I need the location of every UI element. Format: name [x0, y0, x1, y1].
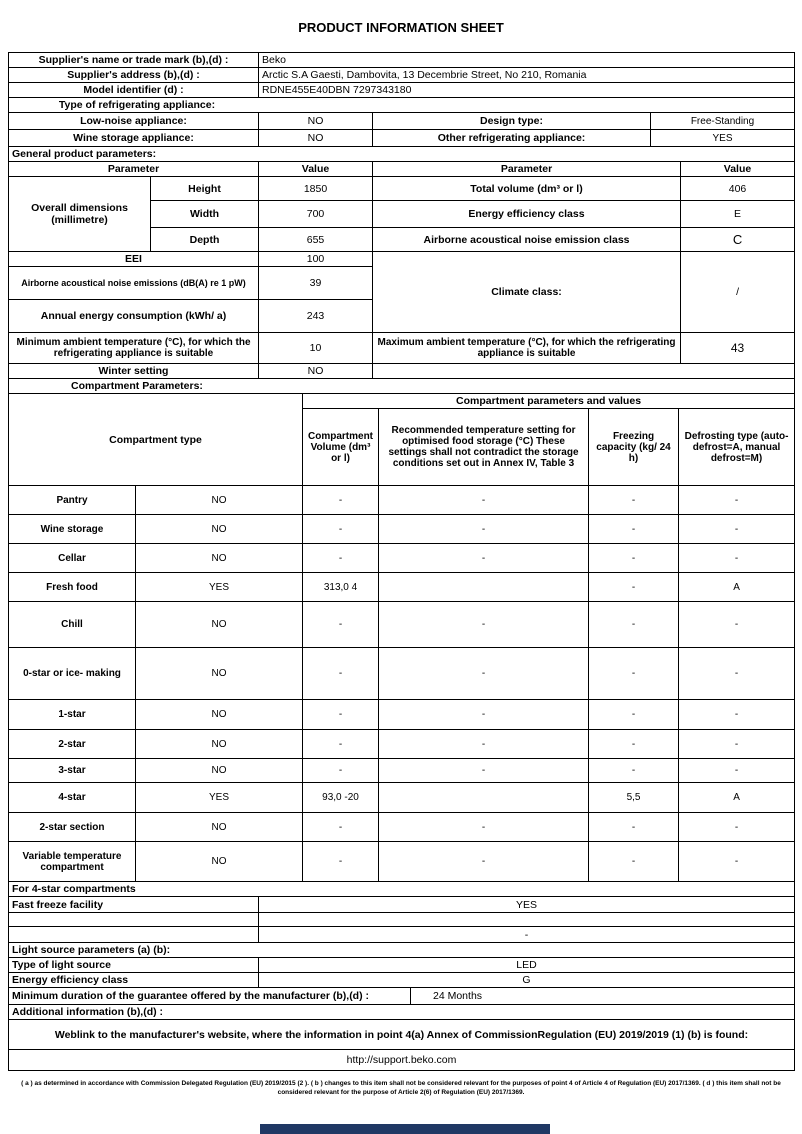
compartment-temp-cell: -	[379, 730, 589, 759]
overall-dimensions-label: Overall dimensions (millimetre)	[9, 177, 151, 252]
parameter-column-header-right: Parameter	[373, 162, 681, 177]
total-volume-value: 406	[681, 177, 795, 201]
compartment-row	[9, 783, 795, 813]
max-ambient-temp-value: 43	[681, 333, 795, 364]
compartment-volume-cell: -	[303, 842, 379, 882]
compartment-defrost-cell: -	[679, 842, 795, 882]
defrosting-type-column-header: Defrosting type (auto-defrost=A, manual defrost=M)	[679, 409, 795, 486]
compartment-type-cell: 1-star	[9, 700, 136, 730]
energy-efficiency-class-label: Energy efficiency class	[373, 201, 681, 228]
other-refrigerating-value: YES	[651, 130, 795, 147]
dash-cell: -	[259, 927, 795, 943]
fast-freeze-label: Fast freeze facility	[9, 897, 259, 913]
compartment-row	[9, 700, 795, 730]
fast-freeze-value: YES	[259, 897, 795, 913]
compartment-freezing-cell: -	[589, 759, 679, 783]
compartment-defrost-cell: -	[679, 602, 795, 648]
compartment-temp-cell: -	[379, 842, 589, 882]
compartment-temp-cell: -	[379, 486, 589, 515]
model-identifier-label: Model identifier (d) :	[9, 83, 259, 98]
max-ambient-temp-label: Maximum ambient temperature (°C), for which the refrigerating appliance is suitable	[373, 333, 681, 364]
compartment-row	[9, 486, 795, 515]
compartment-type-cell: Cellar	[9, 544, 136, 573]
weblink-text: Weblink to the manufacturer's website, where the information in point 4(a) Annex of CommissionRegulation (EU) 2019/2019 (1) (b) is found:	[9, 1020, 795, 1050]
compartment-defrost-cell: -	[679, 648, 795, 700]
compartment-temp-cell	[379, 783, 589, 813]
compartment-defrost-cell: -	[679, 759, 795, 783]
compartment-defrost-cell: -	[679, 515, 795, 544]
compartment-freezing-cell: -	[589, 602, 679, 648]
design-type-value: Free-Standing	[651, 113, 795, 130]
supplier-name-label: Supplier's name or trade mark (b),(d) :	[9, 53, 259, 68]
compartment-type-cell: Fresh food	[9, 573, 136, 602]
compartment-defrost-cell: -	[679, 544, 795, 573]
compartment-type-column-header: Compartment type	[9, 394, 303, 486]
weblink-url: http://support.beko.com	[9, 1050, 795, 1071]
empty-cell	[9, 913, 259, 927]
compartment-defrost-cell: -	[679, 813, 795, 842]
compartment-volume-cell: -	[303, 700, 379, 730]
compartment-temp-cell: -	[379, 648, 589, 700]
additional-information-label: Additional information (b),(d) :	[9, 1005, 795, 1020]
compartment-values-banner: Compartment parameters and values	[303, 394, 795, 409]
footer-bar	[260, 1124, 550, 1134]
compartment-present-cell: NO	[136, 515, 303, 544]
compartment-type-cell: Pantry	[9, 486, 136, 515]
light-source-section-header: Light source parameters (a) (b):	[9, 943, 795, 958]
compartment-defrost-cell: -	[679, 730, 795, 759]
compartment-row	[9, 813, 795, 842]
width-value: 700	[259, 201, 373, 228]
compartment-row	[9, 648, 795, 700]
supplier-address-value: Arctic S.A Gaesti, Dambovita, 13 Decembrie Street, No 210, Romania	[259, 68, 795, 83]
noise-emissions-label: Airborne acoustical noise emissions (dB(A) re 1 pW)	[9, 267, 259, 300]
compartment-volume-cell: -	[303, 813, 379, 842]
compartment-defrost-cell: -	[679, 700, 795, 730]
supplier-type-table	[8, 52, 795, 147]
climate-class-value: /	[681, 252, 795, 333]
compartment-type-cell: 2-star section	[9, 813, 136, 842]
noise-emission-class-value: C	[681, 228, 795, 252]
compartment-temp-cell: -	[379, 700, 589, 730]
compartment-present-cell: NO	[136, 842, 303, 882]
compartment-temp-cell: -	[379, 602, 589, 648]
winter-setting-value: NO	[259, 364, 373, 379]
compartment-volume-cell: 313,0 4	[303, 573, 379, 602]
compartment-freezing-cell: -	[589, 486, 679, 515]
appliance-type-header-row	[9, 98, 795, 113]
compartment-defrost-cell: A	[679, 573, 795, 602]
compartment-row	[9, 602, 795, 648]
model-identifier-value: RDNE455E40DBN 7297343180	[259, 83, 795, 98]
compartment-volume-cell: -	[303, 730, 379, 759]
supplier-address-label: Supplier's address (b),(d) :	[9, 68, 259, 83]
compartment-type-cell: Wine storage	[9, 515, 136, 544]
annual-energy-value: 243	[259, 300, 373, 333]
compartment-volume-cell: -	[303, 486, 379, 515]
guarantee-value: 24 Months	[411, 988, 795, 1005]
compartment-present-cell: NO	[136, 730, 303, 759]
compartment-row	[9, 515, 795, 544]
compartment-freezing-cell: -	[589, 648, 679, 700]
total-volume-label: Total volume (dm³ or l)	[373, 177, 681, 201]
width-label: Width	[151, 201, 259, 228]
eei-value: 100	[259, 252, 373, 267]
compartment-freezing-cell: -	[589, 842, 679, 882]
compartment-type-cell: Chill	[9, 602, 136, 648]
compartment-present-cell: YES	[136, 783, 303, 813]
height-value: 1850	[259, 177, 373, 201]
guarantee-label: Minimum duration of the guarantee offered by the manufacturer (b),(d) :	[9, 988, 411, 1005]
compartment-present-cell: NO	[136, 813, 303, 842]
empty-cell	[259, 913, 795, 927]
compartment-row	[9, 544, 795, 573]
compartment-parameters-header-row	[9, 379, 795, 394]
compartment-volume-cell: -	[303, 648, 379, 700]
appliance-type-header: Type of refrigerating appliance:	[58, 99, 216, 111]
light-energy-class-label: Energy efficiency class	[9, 973, 259, 988]
compartment-present-cell: NO	[136, 486, 303, 515]
compartment-volume-cell: 93,0 -20	[303, 783, 379, 813]
compartment-type-cell: 3-star	[9, 759, 136, 783]
low-noise-value: NO	[259, 113, 373, 130]
compartment-freezing-cell: -	[589, 813, 679, 842]
light-source-type-value: LED	[259, 958, 795, 973]
compartment-parameters-header: Compartment Parameters:	[71, 380, 203, 392]
wine-storage-appliance-value: NO	[259, 130, 373, 147]
compartment-temp-cell: -	[379, 515, 589, 544]
compartment-volume-cell: -	[303, 544, 379, 573]
energy-efficiency-class-value: E	[681, 201, 795, 228]
climate-class-label: Climate class:	[373, 252, 681, 333]
compartment-temp-cell: -	[379, 759, 589, 783]
compartment-temp-cell: -	[379, 544, 589, 573]
compartment-volume-cell: -	[303, 515, 379, 544]
recommended-temp-column-header: Recommended temperature setting for optimised food storage (°C) These settings shall not contradict the storage conditions set out in Annex IV, Table 3	[379, 409, 589, 486]
compartment-type-cell: 0-star or ice- making	[9, 648, 136, 700]
parameter-column-header-left: Parameter	[9, 162, 259, 177]
empty-cell	[9, 927, 259, 943]
depth-label: Depth	[151, 228, 259, 252]
bottom-sections-table	[8, 881, 795, 1071]
compartment-present-cell: NO	[136, 602, 303, 648]
compartment-freezing-cell: -	[589, 515, 679, 544]
design-type-label: Design type:	[373, 113, 651, 130]
compartment-present-cell: NO	[136, 759, 303, 783]
footnote: ( a ) as determined in accordance with Commission Delegated Regulation (EU) 2019/2015 (2 ). ( b ) changes to this item shall not be considered relevant for the purposes of point 4 of Article 4 of Regulation (EU) 2017/1369. ( d ) this item shall not be considered relevant for the purpose of Article 2(6) of Regulation (EU) 2017/1369.	[21, 1080, 781, 1097]
compartment-volume-cell: -	[303, 602, 379, 648]
compartment-type-cell: 2-star	[9, 730, 136, 759]
compartment-present-cell: NO	[136, 700, 303, 730]
compartment-freezing-cell: -	[589, 544, 679, 573]
page-title: PRODUCT INFORMATION SHEET	[298, 20, 504, 35]
four-star-section-header: For 4-star compartments	[9, 882, 795, 897]
compartment-freezing-cell: -	[589, 700, 679, 730]
winter-setting-empty-cell	[373, 364, 795, 379]
compartment-freezing-cell: -	[589, 730, 679, 759]
compartment-temp-cell: -	[379, 813, 589, 842]
noise-emissions-value: 39	[259, 267, 373, 300]
value-column-header-left: Value	[259, 162, 373, 177]
compartment-present-cell: NO	[136, 544, 303, 573]
value-column-header-right: Value	[681, 162, 795, 177]
compartment-type-cell: 4-star	[9, 783, 136, 813]
min-ambient-temp-value: 10	[259, 333, 373, 364]
compartments-table	[8, 393, 795, 882]
height-label: Height	[151, 177, 259, 201]
compartment-row	[9, 759, 795, 783]
compartment-present-cell: YES	[136, 573, 303, 602]
compartment-row	[9, 842, 795, 882]
compartment-row	[9, 573, 795, 602]
product-information-sheet	[8, 52, 794, 1098]
light-source-type-label: Type of light source	[9, 958, 259, 973]
winter-setting-label: Winter setting	[9, 364, 259, 379]
compartment-freezing-cell: -	[589, 573, 679, 602]
compartment-present-cell: NO	[136, 648, 303, 700]
compartment-type-cell: Variable temperature compartment	[9, 842, 136, 882]
supplier-name-value: Beko	[259, 53, 795, 68]
light-energy-class-value: G	[259, 973, 795, 988]
wine-storage-appliance-label: Wine storage appliance:	[9, 130, 259, 147]
compartment-freezing-cell: 5,5	[589, 783, 679, 813]
annual-energy-label: Annual energy consumption (kWh/ a)	[9, 300, 259, 333]
eei-label: EEI	[9, 252, 259, 267]
general-parameters-table	[8, 146, 795, 394]
compartment-volume-cell: -	[303, 759, 379, 783]
general-parameters-header: General product parameters:	[9, 147, 795, 162]
compartment-row	[9, 730, 795, 759]
other-refrigerating-label: Other refrigerating appliance:	[373, 130, 651, 147]
depth-value: 655	[259, 228, 373, 252]
min-ambient-temp-label: Minimum ambient temperature (°C), for which the refrigerating appliance is suitable	[9, 333, 259, 364]
noise-emission-class-label: Airborne acoustical noise emission class	[373, 228, 681, 252]
compartment-defrost-cell: -	[679, 486, 795, 515]
compartment-volume-column-header: Compartment Volume (dm³ or l)	[303, 409, 379, 486]
low-noise-label: Low-noise appliance:	[9, 113, 259, 130]
freezing-capacity-column-header: Freezing capacity (kg/ 24 h)	[589, 409, 679, 486]
compartment-defrost-cell: A	[679, 783, 795, 813]
compartment-temp-cell	[379, 573, 589, 602]
